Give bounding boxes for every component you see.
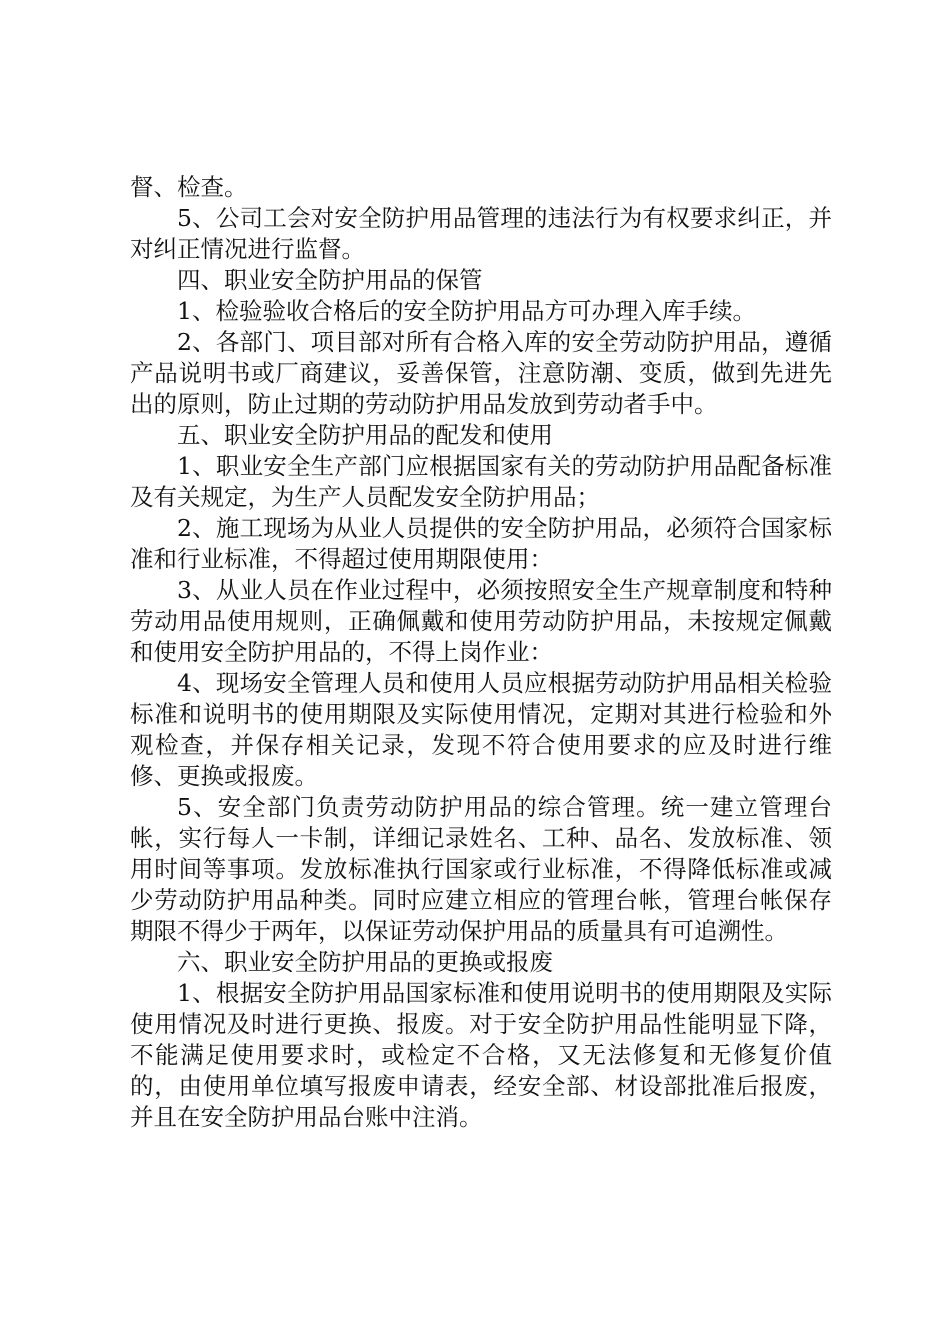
document-body [130, 172, 832, 1133]
paragraph-distribution-1: 1、职业安全生产部门应根据国家有关的劳动防护用品配备标准及有关规定，为生产人员配发安全防护用品； [130, 452, 832, 511]
section-heading-storage: 四、职业安全防护用品的保管 [177, 266, 483, 294]
paragraph-distribution-4: 4、现场安全管理人员和使用人员应根据劳动防护用品相关检验标准和说明书的使用期限及实际使用情况，定期对其进行检验和外观检查，并保存相关记录，发现不符合使用要求的应及时进行维修、更换或报废。 [130, 669, 832, 790]
section-heading-replacement: 六、职业安全防护用品的更换或报废 [177, 948, 553, 976]
paragraph-storage-2: 2、各部门、项目部对所有合格入库的安全劳动防护用品，遵循产品说明书或厂商建议，妥善保管，注意防潮、变质，做到先进先出的原则，防止过期的劳动防护用品发放到劳动者手中。 [130, 328, 832, 418]
paragraph-distribution-5: 5、安全部门负责劳动防护用品的综合管理。统一建立管理台帐，实行每人一卡制，详细记录姓名、工种、品名、发放标准、领用时间等事项。发放标准执行国家或行业标准，不得降低标准或减少劳动防护用品种类。同时应建立相应的管理台帐，管理台帐保存期限不得少于两年，以保证劳动保护用品的质量具有可追溯性。 [130, 793, 832, 945]
section-heading-distribution: 五、职业安全防护用品的配发和使用 [177, 421, 553, 449]
paragraph-distribution-3: 3、从业人员在作业过程中，必须按照安全生产规章制度和特种劳动用品使用规则，正确佩戴和使用劳动防护用品，未按规定佩戴和使用安全防护用品的，不得上岗作业： [130, 576, 832, 666]
paragraph-continuation: 督、检查。 [130, 173, 248, 201]
paragraph-replacement-1: 1、根据安全防护用品国家标准和使用说明书的使用期限及实际使用情况及时进行更换、报废。对于安全防护用品性能明显下降，不能满足使用要求时，或检定不合格，又无法修复和无修复价值的，由使用单位填写报废申请表，经安全部、材设部批准后报废，并且在安全防护用品台账中注消。 [130, 979, 832, 1131]
paragraph-distribution-2: 2、施工现场为从业人员提供的安全防护用品，必须符合国家标准和行业标准，不得超过使用期限使用： [130, 514, 832, 573]
paragraph-storage-1: 1、检验验收合格后的安全防护用品方可办理入库手续。 [177, 297, 756, 325]
paragraph-union-supervision: 5、公司工会对安全防护用品管理的违法行为有权要求纠正，并对纠正情况进行监督。 [130, 204, 832, 263]
